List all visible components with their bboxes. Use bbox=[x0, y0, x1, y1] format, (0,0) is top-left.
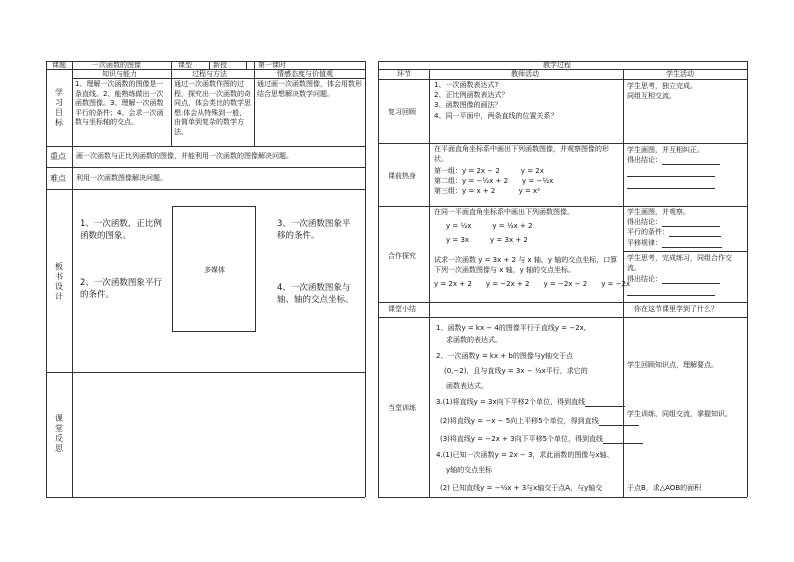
explore-student-6: 得出结论： bbox=[627, 275, 720, 284]
practice-q3b: (2)将直线y = −x − 5向上平移5个单位，得到直线 bbox=[440, 417, 639, 426]
answer-blank[interactable] bbox=[662, 240, 722, 248]
goals-emotion-text: 通过画一次函数图像，体会用数形结合思想解决数学问题。 bbox=[257, 80, 362, 98]
goals-knowledge-text: 1、理解一次函数的图像是一条直线。2、能熟练做出一次函数图像。3、理解一次函数平行的条件；4、会求一次函数与坐标轴的交点。 bbox=[75, 80, 164, 126]
warmup-student-1: 学生画图，并互相纠正。 bbox=[627, 146, 704, 154]
row-label-goals: 学习目标 bbox=[55, 88, 63, 127]
review-student-1: 学生思考，独立完成。 bbox=[627, 82, 697, 90]
practice-q3a: 3.(1)将直线y = 3x向下平移2个单位，得到直线 bbox=[436, 398, 625, 407]
lesson-session: 第一课时 bbox=[258, 61, 286, 69]
explore-student-5: 学生思考，完成练习，同组合作交流。 bbox=[627, 254, 732, 272]
board-item-3: 3、一次函数图象平移的条件。 bbox=[277, 219, 351, 241]
row-label-difficulty: 难点 bbox=[50, 174, 66, 183]
warmup-intro: 在平面直角坐标系中画出下列函数图像，并观察图像的形状。 bbox=[434, 145, 609, 163]
lesson-type: 新授 bbox=[213, 61, 227, 69]
review-teacher-3: 3、函数图像的画法？ bbox=[434, 101, 502, 109]
explore-line-1: y = ½x y = ½x + 2 bbox=[446, 222, 533, 230]
row-label-board: 板书设计 bbox=[55, 262, 63, 301]
stage-review: 复习回顾 bbox=[388, 108, 416, 116]
board-item-1: 1、一次函数，正比例函数的图象。 bbox=[80, 219, 162, 241]
explore-student-1: 学生画图，并观察。 bbox=[627, 208, 690, 216]
multimedia-box bbox=[172, 206, 256, 332]
practice-student-3: 于点B，求△AOB的面积 bbox=[627, 484, 702, 492]
practice-q2b: (0,−2)，且与直线y = 3x − ½x平行，求它的 bbox=[444, 367, 588, 375]
answer-blank[interactable] bbox=[662, 276, 720, 284]
warmup-group-1: 第一组：y = 2x − 2 y = 2x bbox=[434, 167, 544, 175]
process-header: 教学过程 bbox=[543, 61, 571, 69]
review-student-2: 同组互相交流。 bbox=[627, 92, 676, 100]
col-knowledge: 知识与能力 bbox=[102, 70, 137, 78]
multimedia-label: 多媒体 bbox=[204, 266, 225, 274]
difficulty-text: 利用一次函数图像解决问题。 bbox=[76, 174, 167, 182]
stage-practice: 当堂训练 bbox=[388, 404, 416, 412]
answer-blank[interactable] bbox=[585, 399, 625, 407]
answer-blank[interactable] bbox=[662, 219, 720, 227]
practice-q4c: (2) 已知直线y = −⅔x + 3与x轴交于点A，与y轴交 bbox=[440, 484, 603, 492]
practice-q2c: 函数表达式。 bbox=[446, 382, 488, 390]
answer-blank[interactable] bbox=[627, 169, 715, 177]
col-emotion: 情感态度与价值观 bbox=[277, 70, 333, 78]
review-teacher-1: 1、一次函数表达式? bbox=[434, 81, 499, 89]
stage-warmup: 课前热身 bbox=[388, 172, 416, 180]
explore-student-2: 得出结论： bbox=[627, 218, 720, 227]
col-teacher: 教师活动 bbox=[511, 70, 539, 78]
explore-blank-row bbox=[627, 287, 715, 296]
answer-blank[interactable] bbox=[627, 181, 715, 189]
row-label-key: 重点 bbox=[50, 152, 66, 161]
practice-q2a: 2、一次函数y = kx + b的图像与y轴交于点 bbox=[436, 352, 574, 360]
summary-student: 你在这节课里学到了什么？ bbox=[634, 305, 718, 313]
goals-process-text: 通过一次函数作图的过程，探究出一次函数的奇同点，体会类比的数学思想.体会从特殊到一般，由简单到复杂的数学方法。 bbox=[174, 80, 251, 136]
answer-blank[interactable] bbox=[662, 157, 720, 165]
practice-q1a: 1、函数y = kx − 4的图像平行于直线y = −2x, bbox=[436, 324, 587, 332]
explore-student-4: 平移规律： bbox=[627, 239, 722, 248]
practice-q1b: 求函数的表达式。 bbox=[446, 336, 502, 344]
explore-line-2: y = 3x y = 3x + 2 bbox=[446, 236, 528, 244]
col-student: 学生活动 bbox=[666, 70, 694, 78]
row-label-reflection: 课堂反思 bbox=[55, 414, 63, 453]
warmup-student-2: 得出结论： bbox=[627, 156, 720, 165]
practice-student-2: 学生训练，同组交流，掌握知识。 bbox=[627, 410, 732, 418]
warmup-group-2: 第二组：y = −½x + 2 y = −½x bbox=[434, 177, 554, 185]
label-lesson-title: 课题 bbox=[52, 61, 66, 69]
warmup-blank-row bbox=[627, 180, 715, 189]
col-stage: 环节 bbox=[397, 70, 411, 78]
lesson-title: 一次函数的图像 bbox=[92, 61, 141, 69]
warmup-blank-row bbox=[627, 168, 715, 177]
explore-intro: 在同一平面直角坐标系中画出下列函数图像。 bbox=[434, 208, 574, 216]
practice-q3c: (3)将直线y = −2x + 3向下平移5个单位，得到直线 bbox=[440, 435, 643, 444]
stage-summary: 课堂小结 bbox=[388, 305, 416, 313]
review-teacher-4: 4、同一平面中，两条直线的位置关系？ bbox=[434, 112, 558, 120]
practice-q4a: 4.(1)已知一次函数y = 2x − 3，求此函数的图像与x轴、 bbox=[436, 451, 614, 459]
board-item-2: 2、一次函数图象平行的条件。 bbox=[80, 278, 162, 300]
explore-task: 试求一次函数 y = 3x + 2 与 x 轴、y 轴的交点坐标，口算下列一次函数图像与 x 轴，y 轴的交点坐标。 bbox=[434, 256, 618, 274]
practice-student-1: 学生回顾知识点，理解要点。 bbox=[627, 361, 718, 369]
answer-blank[interactable] bbox=[669, 229, 721, 237]
review-teacher-2: 2、正比例函数表达式？ bbox=[434, 91, 509, 99]
col-process: 过程与方法 bbox=[192, 70, 227, 78]
warmup-group-3: 第三组：y = x + 2 y = x² bbox=[434, 187, 541, 195]
answer-blank[interactable] bbox=[603, 436, 643, 444]
practice-q4b: y轴的交点坐标 bbox=[446, 466, 493, 474]
explore-student-3: 平行的条件： bbox=[627, 228, 721, 237]
label-lesson-type: 课型 bbox=[178, 61, 192, 69]
board-item-4: 4、一次函数图象与轴、轴的交点坐标。 bbox=[277, 283, 354, 305]
key-point-text: 画一次函数与正比列函数的图像，并能利用一次函数的图像解决问题。 bbox=[76, 152, 293, 160]
answer-blank[interactable] bbox=[627, 288, 715, 296]
stage-explore: 合作探究 bbox=[388, 252, 416, 260]
explore-functions: y = 2x + 2 y = −2x + 2 y = −2x − 2 y = −2x bbox=[434, 280, 631, 288]
